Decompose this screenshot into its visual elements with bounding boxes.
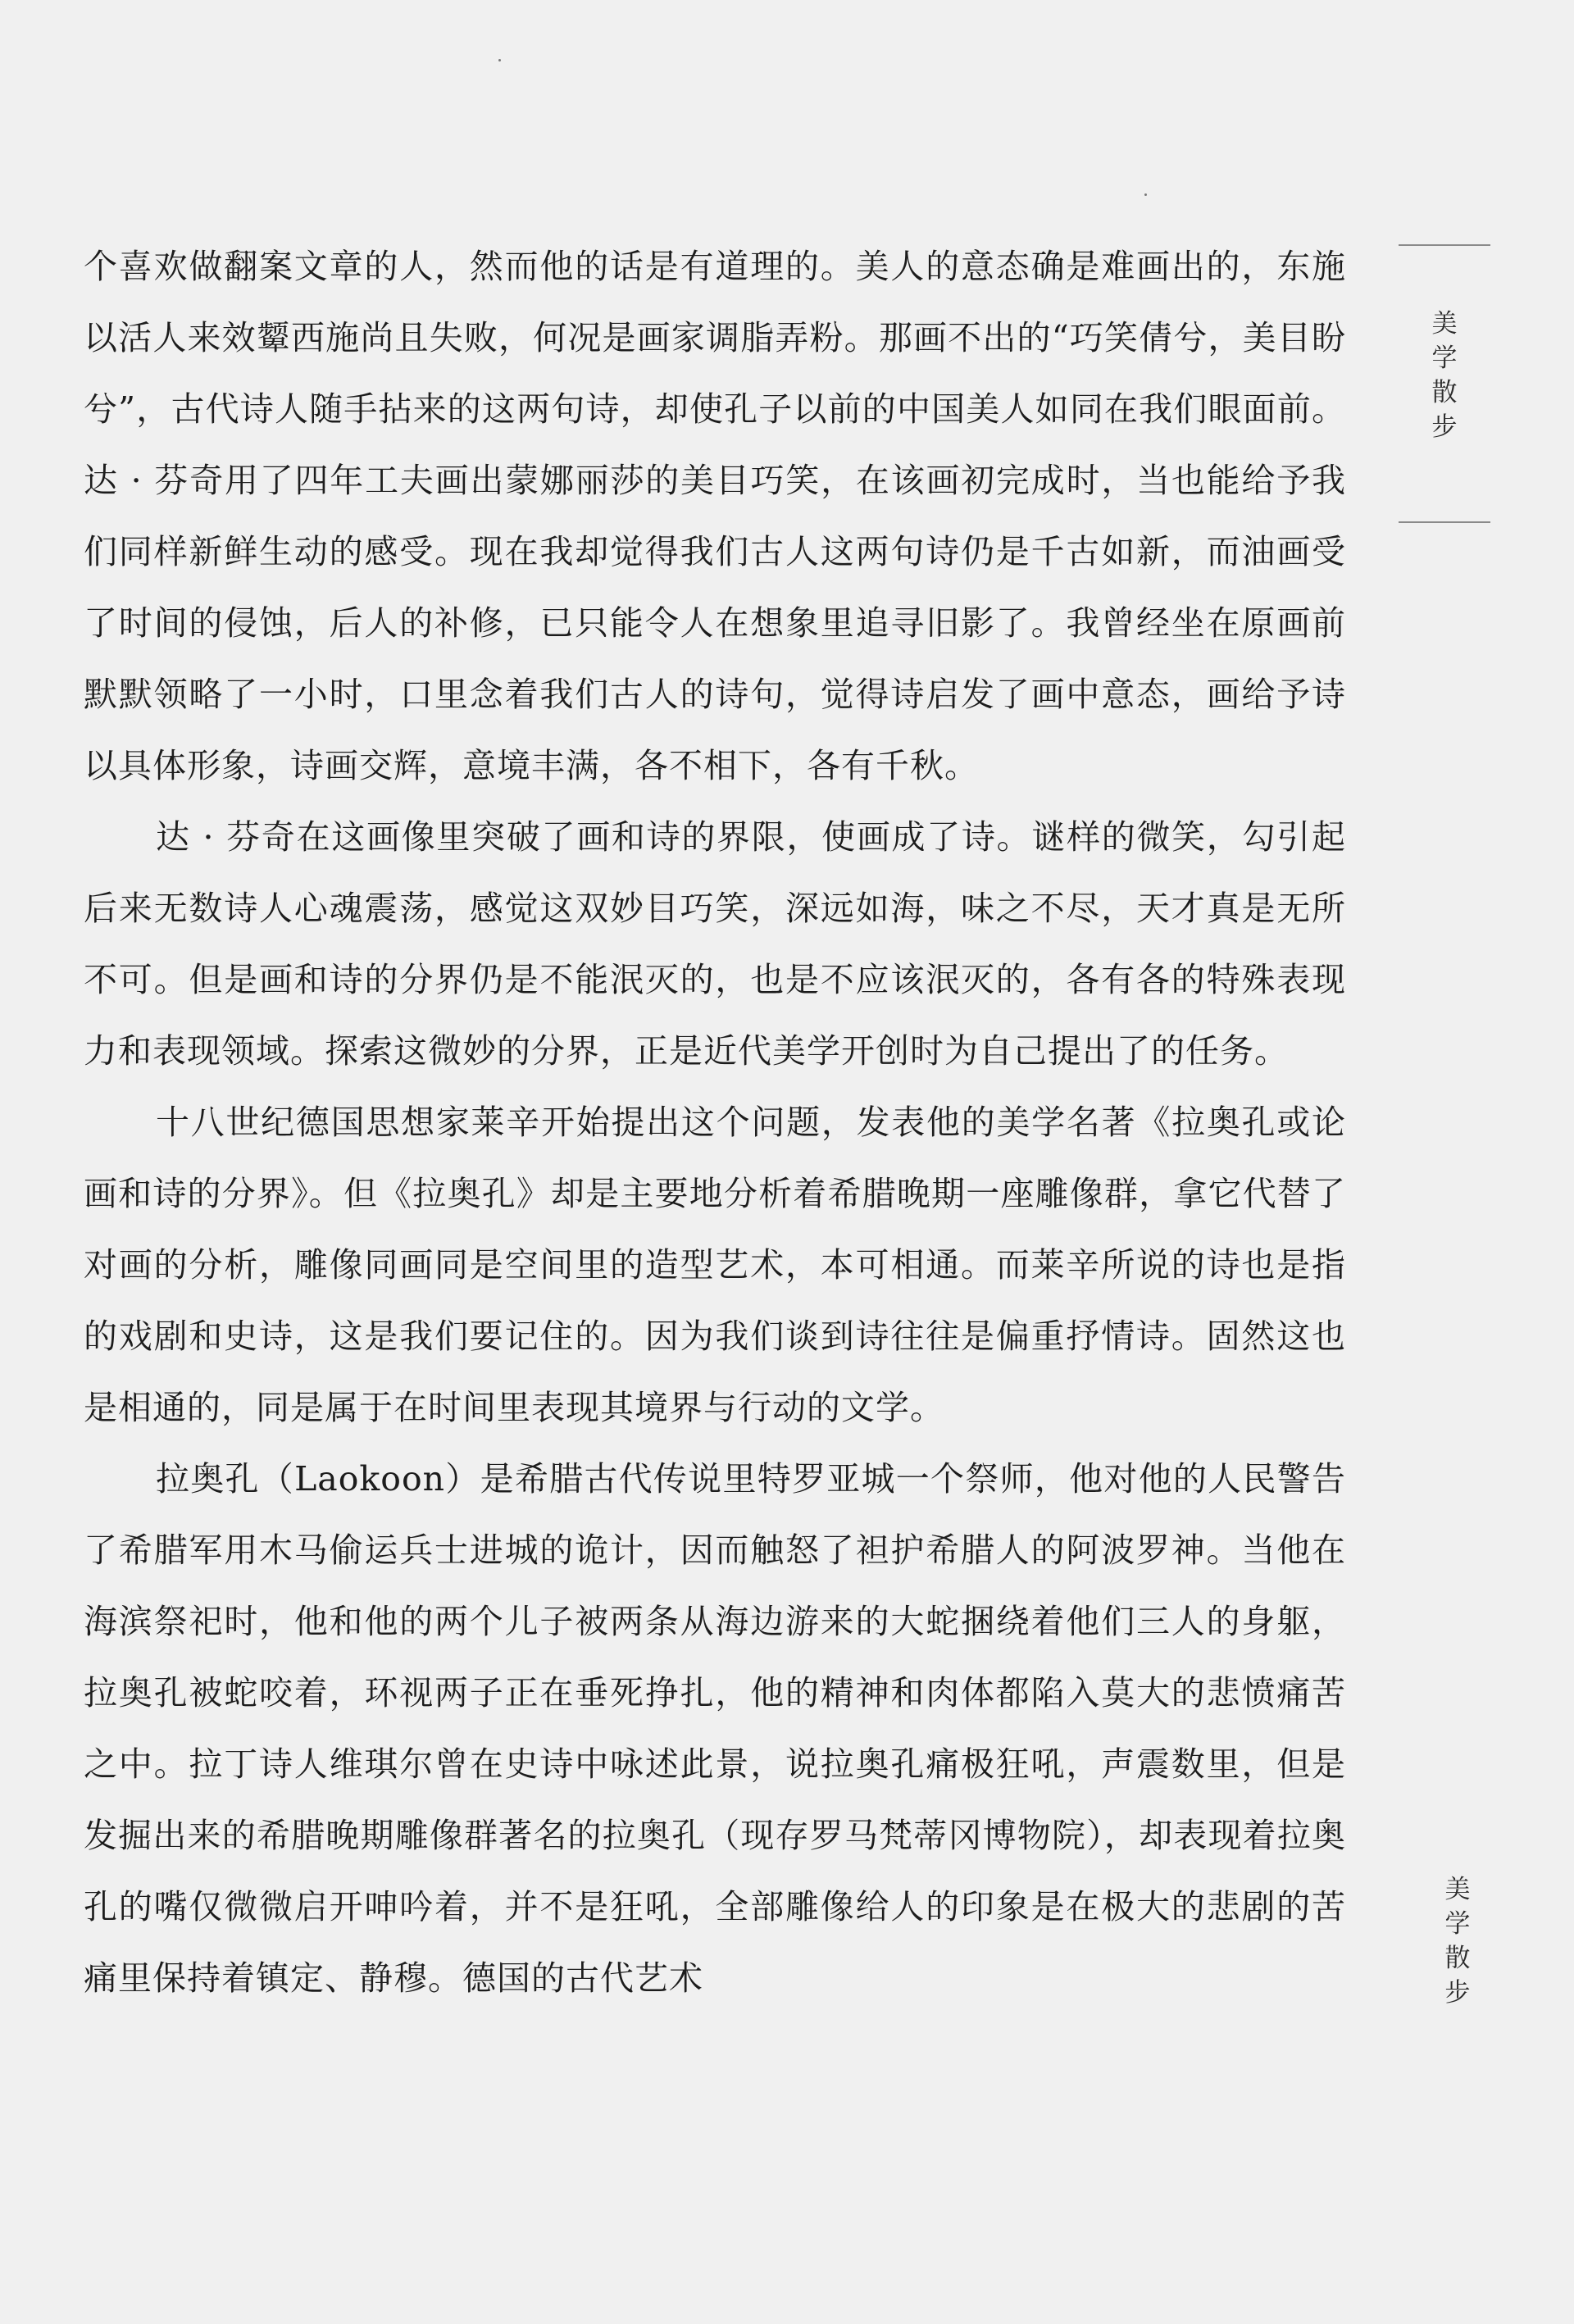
running-head-char: 学 [1444,1909,1471,1939]
running-head-title [1428,307,1461,444]
page-body [84,231,1346,2014]
running-head-title-lower [1441,1872,1474,2010]
paragraph-4: 拉奥孔（Laokoon）是希腊古代传说里特罗亚城一个祭师，他对他的人民警告了希腊军用木马偷运兵士进城的诡计，因而触怒了袒护希腊人的阿波罗神。当他在海滨祭祀时，他和他的两个儿子被两条从海边游来的大蛇捆绕着他们三人的身躯，拉奥孔被蛇咬着，环视两子正在垂死挣扎，他的精神和肉体都陷入莫大的悲愤痛苦之中。拉丁诗人维琪尔曾在史诗中咏述此景，说拉奥孔痛极狂吼，声震数里，但是发掘出来的希腊晚期雕像群著名的拉奥孔（现存罗马梵蒂冈博物院），却表现着拉奥孔的嘴仅微微启开呻吟着，并不是狂吼，全部雕像给人的印象是在极大的悲剧的苦痛里保持着镇定、静穆。德国的古代艺术 [84,1459,1346,1998]
running-head-char: 散 [1431,378,1458,407]
paragraph-3: 十八世纪德国思想家莱辛开始提出这个问题，发表他的美学名著《拉奥孔或论画和诗的分界》。但《拉奥孔》却是主要地分析着希腊晚期一座雕像群，拿它代替了对画的分析，雕像同画同是空间里的造型艺术，本可相通。而莱辛所说的诗也是指的戏剧和史诗，这是我们要记住的。因为我们谈到诗往往是偏重抒情诗。固然这也是相通的，同是属于在时间里表现其境界与行动的文学。 [84,1103,1346,1427]
scan-speck [498,59,501,61]
running-head-char: 步 [1444,1978,1471,2008]
running-head-rule-top [1399,244,1490,246]
running-head-char: 美 [1444,1875,1471,1904]
paragraph-1: 个喜欢做翻案文章的人，然而他的话是有道理的。美人的意态确是难画出的，东施以活人来效颦西施尚且失败，何况是画家调脂弄粉。那画不出的“巧笑倩兮，美目盼兮”，古代诗人随手拈来的这两句诗，却使孔子以前的中国美人如同在我们眼面前。达 · 芬奇用了四年工夫画出蒙娜丽莎的美目巧笑，在该画初完成时，当也能给予我们同样新鲜生动的感受。现在我却觉得我们古人这两句诗仍是千古如新，而油画受了时间的侵蚀，后人的补修，已只能令人在想象里追寻旧影了。我曾经坐在原画前默默领略了一小时，口里念着我们古人的诗句，觉得诗启发了画中意态，画给予诗以具体形象，诗画交辉，意境丰满，各不相下，各有千秋。 [84,247,1346,785]
running-head-rule-bottom [1399,521,1490,523]
running-head-char: 学 [1431,343,1458,373]
running-head-char: 美 [1431,309,1458,339]
running-head-char: 散 [1444,1944,1471,1973]
paragraph-2: 达 · 芬奇在这画像里突破了画和诗的界限，使画成了诗。谜样的微笑，勾引起后来无数诗人心魂震荡，感觉这双妙目巧笑，深远如海，味之不尽，天才真是无所不可。但是画和诗的分界仍是不能泯灭的，也是不应该泯灭的，各有各的特殊表现力和表现领域。探索这微妙的分界，正是近代美学开创时为自己提出了的任务。 [84,817,1346,1071]
running-head-char: 步 [1431,412,1458,442]
scan-speck [1144,193,1147,196]
